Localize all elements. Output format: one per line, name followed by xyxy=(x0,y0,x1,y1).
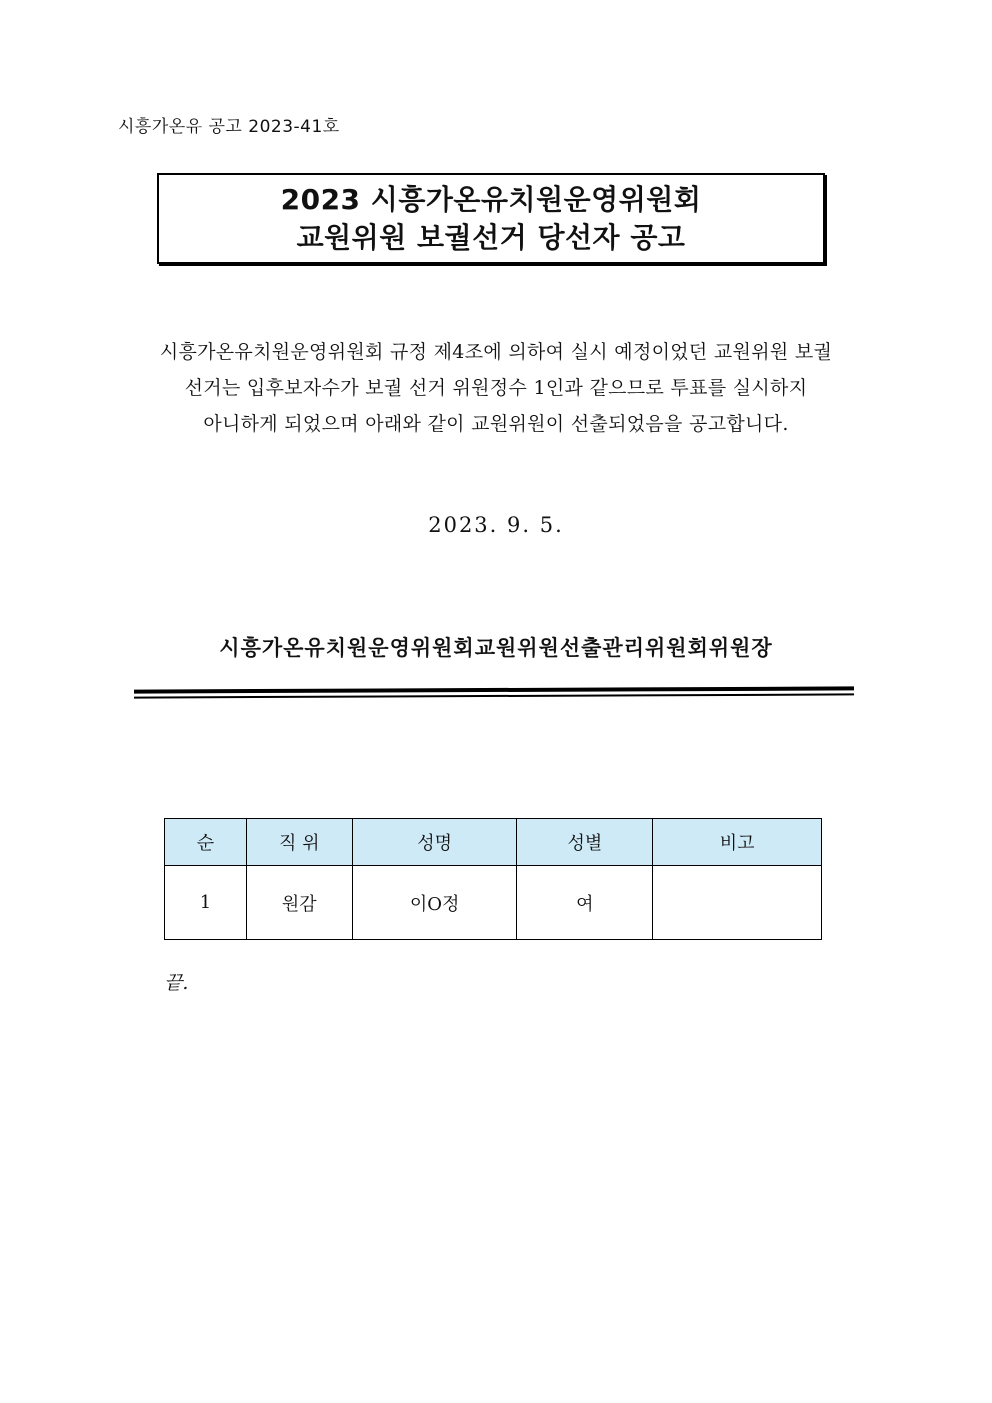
header-cell-name: 성명 xyxy=(352,819,517,866)
table-row xyxy=(165,866,822,940)
cell-remarks xyxy=(653,866,822,940)
title-line-2: 교원위원 보궐선거 당선자 공고 xyxy=(296,220,686,254)
signer-title: 시흥가온유치원운영위원회교원위원선출관리위원회위원장 xyxy=(219,635,773,660)
header-cell-remarks: 비고 xyxy=(653,819,822,866)
header-cell-position: 직 위 xyxy=(246,819,352,866)
body-line: 시흥가온유치원운영위원회 규정 제4조에 의하여 실시 예정이었던 교원위원 보궐 xyxy=(159,341,833,363)
body-line: 아니하게 되었으며 아래와 같이 교원위원이 선출되었음을 공고합니다. xyxy=(203,413,789,435)
cell-gender: 여 xyxy=(517,866,653,940)
cell-name: 이O정 xyxy=(352,866,517,940)
rule-thick-line xyxy=(134,686,854,693)
double-rule-divider xyxy=(134,686,854,699)
cell-position: 원감 xyxy=(246,866,352,940)
title-box xyxy=(157,173,825,264)
table-header-row xyxy=(165,819,822,866)
elected-member-table xyxy=(164,818,822,940)
title-line-1: 2023 시흥가온유치원운영위원회 xyxy=(280,182,702,216)
body-line: 선거는 입후보자수가 보궐 선거 위원정수 1인과 같으므로 투표를 실시하지 xyxy=(184,377,808,399)
header-cell-gender: 성별 xyxy=(517,819,653,866)
end-mark: 끝. xyxy=(164,972,189,994)
notice-body xyxy=(100,334,892,442)
header-cell-order: 순 xyxy=(165,819,247,866)
notice-date: 2023. 9. 5. xyxy=(428,513,564,537)
notice-number: 시흥가온유 공고 2023-41호 xyxy=(118,117,340,137)
cell-order: 1 xyxy=(165,866,247,940)
rule-thin-line xyxy=(134,693,854,698)
